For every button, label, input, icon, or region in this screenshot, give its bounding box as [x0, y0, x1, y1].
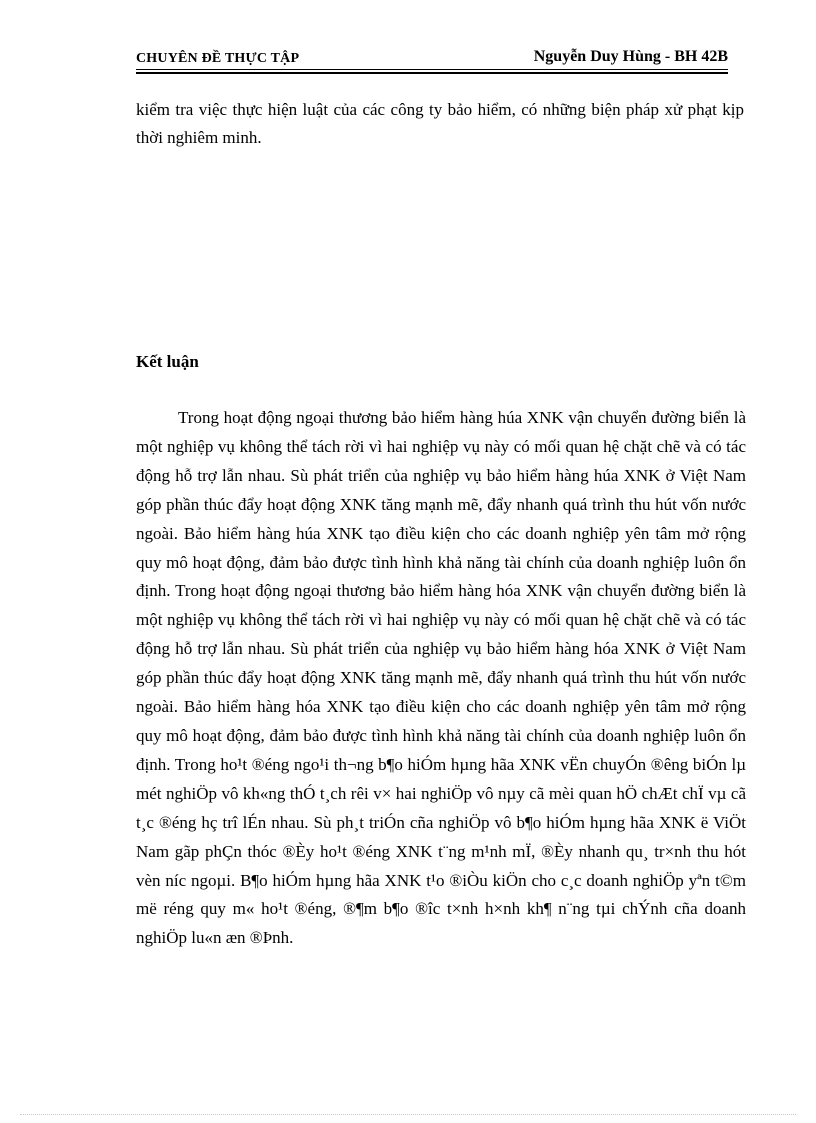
header-rule-thin	[136, 69, 728, 70]
page-header	[136, 48, 728, 68]
author-label: Nguyễn Duy Hùng - BH 42B	[533, 48, 728, 65]
section-heading: Kết luận	[136, 352, 199, 371]
document-type-label: CHUYÊN ĐỀ THỰC TẬP	[136, 51, 300, 66]
intro-paragraph: kiểm tra việc thực hiện luật của các công ty bảo hiểm, có những biện pháp xử phạt kịp thời nghiêm minh.	[136, 100, 744, 147]
header-rule-thick	[136, 72, 728, 74]
page-bottom-divider	[20, 1114, 796, 1115]
conclusion-paragraph: Trong hoạt động ngoại thương bảo hiểm hàng húa XNK vận chuyển đường biển là một nghiệp vụ không thể tách rời vì hai nghiệp vụ này có mối quan hệ chặt chẽ và có tác động hỗ trợ lẫn nhau. Sù phát triển của nghiệp vụ bảo hiểm hàng húa XNK ở Việt Nam góp phần thúc đẩy hoạt động XNK tăng mạnh mẽ, đẩy nhanh quá trình thu hút vốn nước ngoài. Bảo hiểm hàng húa XNK tạo điều kiện cho các doanh nghiệp yên tâm mở rộng quy mô hoạt động, đảm bảo được tình hình khả năng tài chính của doanh nghiệp luôn ổn định. Trong hoạt động ngoại thương bảo hiểm hàng hóa XNK vận chuyển đường biển là một nghiệp vụ không thể tách rời vì hai nghiệp vụ này có mối quan hệ chặt chẽ và có tác động hỗ trợ lẫn nhau. Sù phát triển của nghiệp vụ bảo hiểm hàng hóa XNK ở Việt Nam góp phần thúc đẩy hoạt động XNK tăng mạnh mẽ, đẩy nhanh quá trình thu hút vốn nước ngoài. Bảo hiểm hàng hóa XNK tạo điều kiện cho các doanh nghiệp yên tâm mở rộng quy mô hoạt động, đảm bảo được tình hình khả năng tài chính của doanh nghiệp luôn ổn định. Trong ho¹t ®éng ngo¹i th¬ng b¶o hiÓm hµng hãa XNK vËn chuyÓn ®êng biÓn lµ mét nghiÖp vô kh«ng thÓ t¸ch rêi v× hai nghiÖp vô nµy cã mèi quan hÖ chÆt chÏ vµ cã t¸c ®éng hç trî lÉn nhau. Sù ph¸t triÓn cña nghiÖp vô b¶o hiÓm hµng hãa XNK ë ViÖt Nam gãp phÇn thóc ®Èy ho¹t ®éng XNK t¨ng m¹nh mÏ, ®Èy nhanh qu¸ tr×nh thu hót vèn níc ngoµi. B¶o hiÓm hµng hãa XNK t¹o ®iÒu kiÖn cho c¸c doanh nghiÖp yªn t©m më réng quy m« ho¹t ®éng, ®¶m b¶o ®îc t×nh h×nh kh¶ n¨ng tµi chÝnh cña doanh nghiÖp lu«n æn ®Þnh.	[136, 408, 746, 948]
